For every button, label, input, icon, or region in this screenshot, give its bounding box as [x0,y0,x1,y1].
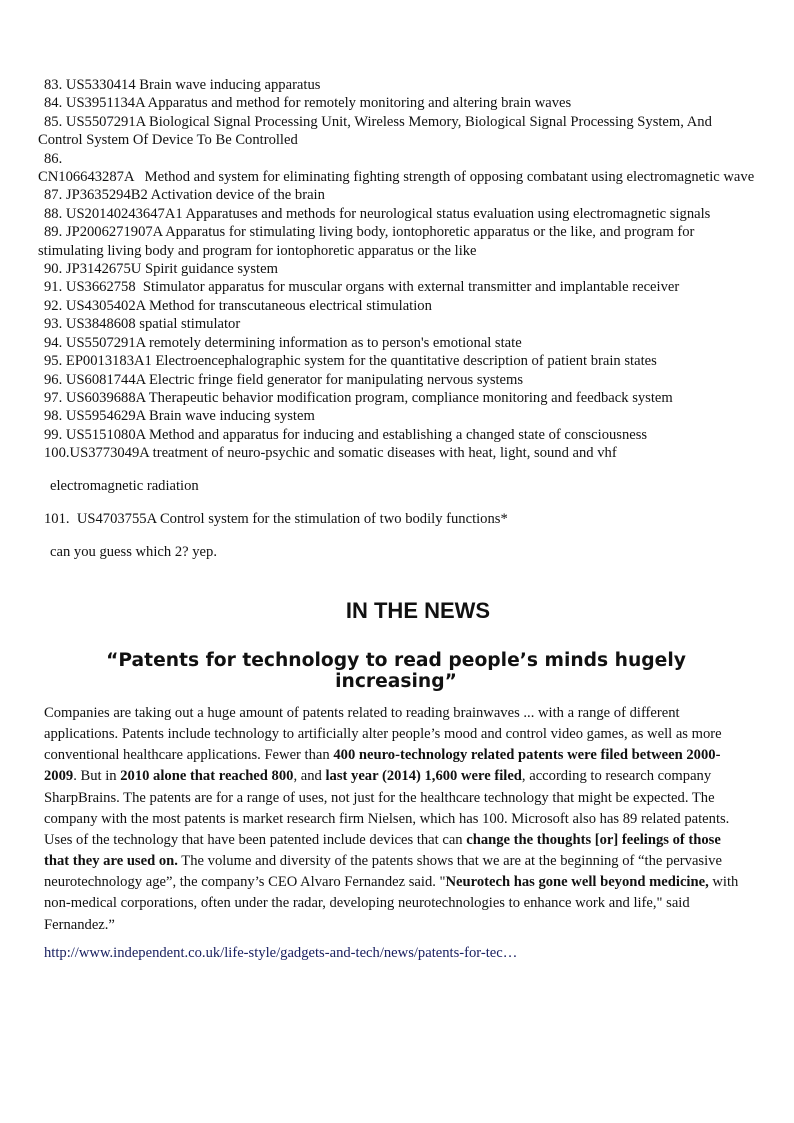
patent-item-91: 91. US3662758 Stimulator apparatus for muscular organs with external transmitter and implantable receiver [44,279,680,296]
patent-item-100: 100.US3773049A treatment of neuro-psychic and somatic diseases with heat, light, sound and vhf [44,445,617,462]
patent-item-94: 94. US5507291A remotely determining information as to person's emotional state [44,334,522,351]
patent-list [38,76,753,576]
article-emphasis: 400 neuro-technology related patents were filed between 2000-2009 [44,747,721,785]
patent-item-90: 90. JP3142675U Spirit guidance system [44,261,278,278]
article-paragraph: Companies are taking out a huge amount of patents related to reading brainwaves ... with a range of different applications. Patents include technology to artificially alter people’s mood and control video games, as well as more conventional healthcare applications. Fewer than 400 neuro-technology related patents were filed between 2000-2009. But in 2010 alone that reached 800, and last year (2014) 1,600 were filed, according to research company SharpBrains. The patents are for a range of uses, not just for the healthcare technology that might be expected. The company with the most patents is market research firm Nielsen, which has 100. Microsoft also has 89 related patents. Uses of the technology that have been patented include devices that can change the thoughts [or] feelings of those that they are used on. The volume and diversity of the patents shows that we are at the beginning of “the pervasive neurotechnology age”, the company’s CEO Alvaro Fernandez said. "Neurotech has gone well beyond medicine, with non-medical corporations, often under the radar, developing neurotechnologies to enhance work and life," said Fernandez.” [44,705,739,933]
patent-item-101: 101. US4703755A Control system for the stimulation of two bodily functions* [44,511,508,528]
patent-item-96: 96. US6081744A Electric fringe field generator for manipulating nervous systems [44,371,524,388]
patent-item-86: 86. CN106643287A Method and system for eliminating fighting strength of opposing combatant using electromagnetic wave [38,150,755,186]
article-emphasis: Neurotech has gone well beyond medicine, [445,874,709,891]
news-article-title: “Patents for technology to read people’s minds hugely increasing” [106,650,686,692]
patent-item-100-continuation: electromagnetic radiation [50,478,199,495]
patent-item-88: 88. US20140243647A1 Apparatuses and methods for neurological status evaluation using electromagnetic signals [44,205,711,222]
patent-item-95: 95. EP0013183A1 Electroencephalographic system for the quantitative description of patient brain states [44,353,657,370]
article-emphasis: 2010 alone that reached 800 [120,768,294,785]
patent-item-101-note: can you guess which 2? yep. [50,544,217,561]
patent-item-84: 84. US3951134A Apparatus and method for remotely monitoring and altering brain waves [44,95,572,112]
article-emphasis: last year (2014) 1,600 were filed [325,768,522,785]
article-emphasis: change the thoughts [or] feelings of those that they are used on. [44,831,721,870]
patent-item-92: 92. US4305402A Method for transcutaneous electrical stimulation [44,297,432,314]
patent-item-93: 93. US3848608 spatial stimulator [44,316,241,333]
source-link[interactable]: http://www.independent.co.uk/life-style/gadgets-and-tech/news/patents-for-tec… [44,945,518,961]
patent-item-83: 83. US5330414 Brain wave inducing apparatus [44,77,321,93]
news-section-heading: IN THE NEWS [345,598,491,623]
patent-item-87: 87. JP3635294B2 Activation device of the brain [44,187,325,204]
patent-item-99: 99. US5151080A Method and apparatus for inducing and establishing a changed state of consciousness [44,426,648,443]
patent-item-98: 98. US5954629A Brain wave inducing system [44,408,315,425]
patent-item-89: 89. JP2006271907A Apparatus for stimulating living body, iontophoretic apparatus or the like, and program for stimulating living body and program for iontophoretic apparatus or the like [38,224,695,259]
patent-item-97: 97. US6039688A Therapeutic behavior modification program, compliance monitoring and feedback system [44,389,673,406]
news-article-body [44,703,748,936]
patent-item-85: 85. US5507291A Biological Signal Processing Unit, Wireless Memory, Biological Signal Processing System, And Control System Of Device To Be Controlled [38,113,712,149]
